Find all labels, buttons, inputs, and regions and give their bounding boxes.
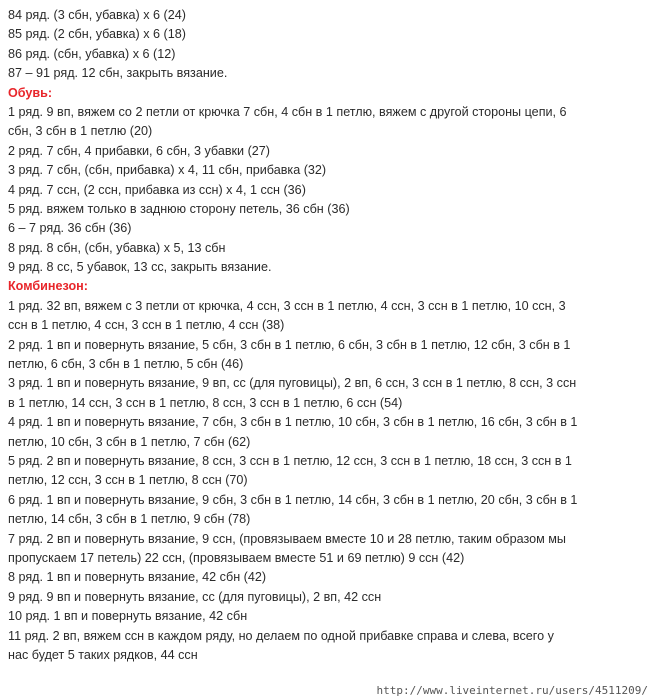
pattern-line: 4 ряд. 1 вп и повернуть вязание, 7 сбн, 3 сбн в 1 петлю, 10 сбн, 3 сбн в 1 петлю, 16 сбн, 3 сбн в 1 <box>8 415 578 430</box>
pattern-document <box>8 6 648 665</box>
pattern-line: 8 ряд. 1 вп и повернуть вязание, 42 сбн (42) <box>8 570 267 585</box>
pattern-line: петлю, 14 сбн, 3 сбн в 1 петлю, 9 сбн (78) <box>8 512 251 527</box>
pattern-line: нас будет 5 таких рядков, 44 ссн <box>8 647 198 662</box>
pattern-line: 84 ряд. (3 сбн, убавка) х 6 (24) <box>8 8 186 22</box>
pattern-line: сбн, 3 сбн в 1 петлю (20) <box>8 124 153 139</box>
pattern-line: 6 ряд. 1 вп и повернуть вязание, 9 сбн, 3 сбн в 1 петлю, 14 сбн, 3 сбн в 1 петлю, 20 сбн, 3 сбн в 1 <box>8 492 578 507</box>
section-heading: Обувь: <box>8 85 53 100</box>
pattern-line: 87 – 91 ряд. 12 сбн, закрыть вязание. <box>8 66 228 81</box>
pattern-line: 6 – 7 ряд. 36 сбн (36) <box>8 221 132 236</box>
pattern-line: 85 ряд. (2 сбн, убавка) х 6 (18) <box>8 27 186 42</box>
pattern-line: 10 ряд. 1 вп и повернуть вязание, 42 сбн <box>8 609 248 624</box>
pattern-line: 86 ряд. (сбн, убавка) х 6 (12) <box>8 46 176 61</box>
pattern-line: петлю, 10 сбн, 3 сбн в 1 петлю, 7 сбн (62) <box>8 434 251 449</box>
pattern-line: 1 ряд. 9 вп, вяжем со 2 петли от крючка 7 сбн, 4 сбн в 1 петлю, вяжем с другой стороны цепи, 6 <box>8 104 567 119</box>
pattern-line: 5 ряд. 2 вп и повернуть вязание, 8 ссн, 3 ссн в 1 петлю, 12 ссн, 3 ссн в 1 петлю, 18 ссн, 3 ссн в 1 <box>8 453 572 468</box>
pattern-line: 9 ряд. 8 сс, 5 убавок, 13 сс, закрыть вязание. <box>8 260 272 275</box>
pattern-line: 1 ряд. 32 вп, вяжем с 3 петли от крючка, 4 ссн, 3 ссн в 1 петлю, 4 ссн, 3 ссн в 1 петлю, 10 ссн, 3 <box>8 298 566 313</box>
pattern-line: петлю, 6 сбн, 3 сбн в 1 петлю, 5 сбн (46) <box>8 357 244 372</box>
pattern-line: в 1 петлю, 14 ссн, 3 ссн в 1 петлю, 8 ссн, 3 ссн в 1 петлю, 6 ссн (54) <box>8 395 403 410</box>
pattern-line: 3 ряд. 1 вп и повернуть вязание, 9 вп, сс (для пуговицы), 2 вп, 6 ссн, 3 ссн в 1 петлю, 8 ссн, 3 ссн <box>8 376 577 391</box>
pattern-line: 7 ряд. 2 вп и повернуть вязание, 9 ссн, (провязываем вместе 10 и 28 петлю, таким образом мы <box>8 531 566 546</box>
pattern-line: 11 ряд. 2 вп, вяжем ссн в каждом ряду, но делаем по одной прибавке справа и слева, всего у <box>8 628 554 643</box>
pattern-line: петлю, 12 ссн, 3 ссн в 1 петлю, 8 ссн (70) <box>8 473 248 488</box>
pattern-line: 2 ряд. 1 вп и повернуть вязание, 5 сбн, 3 сбн в 1 петлю, 6 сбн, 3 сбн в 1 петлю, 12 сбн, 3 сбн в 1 <box>8 337 571 352</box>
pattern-line: 3 ряд. 7 сбн, (сбн, прибавка) х 4, 11 сбн, прибавка (32) <box>8 163 327 178</box>
pattern-line: 8 ряд. 8 сбн, (сбн, убавка) х 5, 13 сбн <box>8 240 226 255</box>
source-watermark: http://www.liveinternet.ru/users/4511209/ <box>376 684 648 697</box>
pattern-line: 2 ряд. 7 сбн, 4 прибавки, 6 сбн, 3 убавки (27) <box>8 143 270 158</box>
pattern-line: ссн в 1 петлю, 4 ссн, 3 ссн в 1 петлю, 4 ссн (38) <box>8 318 285 333</box>
pattern-line: 4 ряд. 7 ссн, (2 ссн, прибавка из ссн) х 4, 1 ссн (36) <box>8 182 306 197</box>
pattern-line: 9 ряд. 9 вп и повернуть вязание, сс (для пуговицы), 2 вп, 42 ссн <box>8 589 382 604</box>
section-heading: Комбинезон: <box>8 279 88 294</box>
pattern-line: пропускаем 17 петель) 22 ссн, (провязываем вместе 51 и 69 петлю) 9 ссн (42) <box>8 550 465 565</box>
pattern-line: 5 ряд. вяжем только в заднюю сторону петель, 36 сбн (36) <box>8 201 350 216</box>
